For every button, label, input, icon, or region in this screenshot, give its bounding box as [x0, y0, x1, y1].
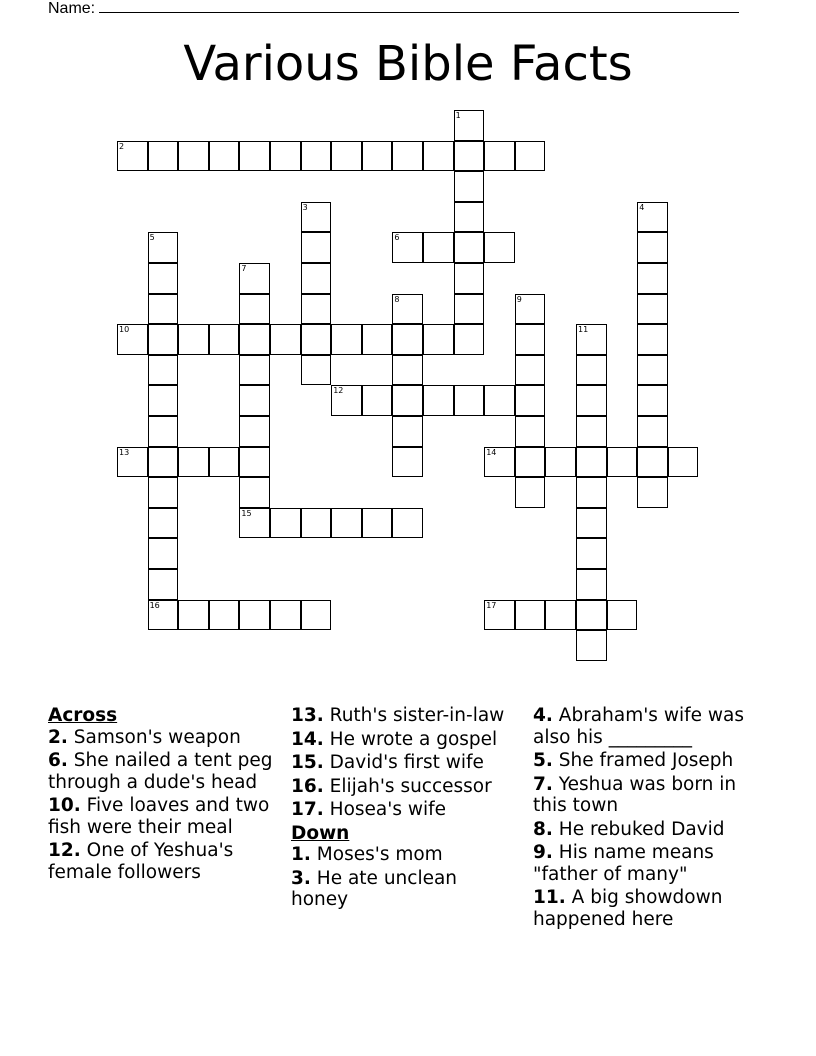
- grid-cell[interactable]: [301, 232, 332, 263]
- grid-cell[interactable]: [576, 416, 607, 447]
- cell-number: 11: [578, 325, 589, 335]
- cell-number: 4: [639, 202, 645, 212]
- clue-across-16: [291, 776, 516, 798]
- down-heading: Down: [291, 822, 350, 844]
- grid-cell[interactable]: [178, 324, 209, 355]
- clue-number: 16.: [291, 775, 324, 797]
- grid-cell[interactable]: [454, 324, 485, 355]
- grid-cell[interactable]: [117, 447, 148, 478]
- grid-cell[interactable]: [423, 232, 454, 263]
- clues-column-1: [48, 703, 273, 885]
- grid-cell[interactable]: [637, 232, 668, 263]
- grid-cell[interactable]: [331, 508, 362, 539]
- grid-cell[interactable]: [454, 171, 485, 202]
- clues-column-2: [291, 703, 516, 913]
- grid-cell[interactable]: [239, 447, 270, 478]
- cell-number: 14: [486, 447, 497, 457]
- grid-cell[interactable]: [637, 263, 668, 294]
- grid-cell[interactable]: [148, 294, 179, 325]
- cell-number: 2: [119, 141, 125, 151]
- grid-cell[interactable]: [270, 600, 301, 631]
- grid-cell[interactable]: [545, 447, 576, 478]
- clue-number: 15.: [291, 752, 324, 773]
- grid-cell[interactable]: [301, 324, 332, 355]
- clue-across-10: [48, 795, 273, 838]
- clue-number: 13.: [291, 705, 324, 726]
- grid-cell[interactable]: [392, 141, 423, 172]
- clue-text: David's first wife: [329, 752, 484, 773]
- grid-cell[interactable]: [239, 508, 270, 539]
- clue-down-11: [533, 887, 768, 930]
- clue-across-17: [291, 799, 516, 821]
- clue-text: Yeshua was born in this town: [533, 773, 737, 816]
- clue-down-9: [533, 842, 768, 885]
- cell-number: 12: [333, 386, 344, 396]
- clue-number: 14.: [291, 728, 324, 750]
- grid-cell[interactable]: [576, 324, 607, 355]
- grid-cell[interactable]: [148, 355, 179, 386]
- grid-cell[interactable]: [301, 355, 332, 386]
- clue-text: He rebuked David: [558, 818, 725, 840]
- grid-cell[interactable]: [239, 416, 270, 447]
- cell-number: 5: [149, 233, 155, 243]
- clue-across-12: [48, 840, 273, 883]
- grid-cell[interactable]: [209, 141, 240, 172]
- clue-number: 7.: [533, 773, 553, 795]
- grid-cell[interactable]: [484, 385, 515, 416]
- grid-cell[interactable]: [148, 600, 179, 631]
- grid-cell[interactable]: [545, 600, 576, 631]
- grid-cell[interactable]: [576, 600, 607, 631]
- grid-cell[interactable]: [148, 416, 179, 447]
- grid-cell[interactable]: [515, 385, 546, 416]
- clue-text: Elijah's successor: [329, 775, 492, 797]
- clue-number: 11.: [533, 887, 566, 908]
- grid-cell[interactable]: [301, 202, 332, 233]
- grid-cell[interactable]: [454, 141, 485, 172]
- grid-cell[interactable]: [484, 447, 515, 478]
- grid-cell[interactable]: [515, 416, 546, 447]
- grid-cell[interactable]: [576, 477, 607, 508]
- clue-number: 6.: [48, 750, 68, 771]
- grid-cell[interactable]: [148, 263, 179, 294]
- grid-cell[interactable]: [576, 508, 607, 539]
- clue-text: Hosea's wife: [329, 799, 447, 820]
- grid-cell[interactable]: [637, 355, 668, 386]
- grid-cell[interactable]: [515, 141, 546, 172]
- grid-cell[interactable]: [423, 141, 454, 172]
- grid-cell[interactable]: [392, 232, 423, 263]
- clue-text: Abraham's wife was also his _________: [533, 705, 744, 748]
- clue-across-15: [291, 752, 516, 774]
- clue-number: 12.: [48, 840, 81, 861]
- grid-cell[interactable]: [148, 477, 179, 508]
- cell-number: 1: [455, 111, 461, 120]
- grid-cell[interactable]: [239, 385, 270, 416]
- grid-cell[interactable]: [668, 447, 699, 478]
- clue-text: Five loaves and two fish were their meal: [48, 795, 270, 838]
- grid-cell[interactable]: [148, 538, 179, 569]
- grid-cell[interactable]: [301, 263, 332, 294]
- clue-number: 2.: [48, 726, 68, 748]
- grid-cell[interactable]: [362, 385, 393, 416]
- clue-number: 8.: [533, 818, 553, 840]
- name-label: Name:: [48, 0, 96, 17]
- clue-text: Samson's weapon: [73, 726, 241, 748]
- grid-cell[interactable]: [239, 324, 270, 355]
- grid-cell[interactable]: [209, 447, 240, 478]
- grid-cell[interactable]: [515, 477, 546, 508]
- clue-number: 9.: [533, 842, 553, 863]
- grid-cell[interactable]: [392, 385, 423, 416]
- grid-cell[interactable]: [515, 355, 546, 386]
- clue-down-5: [533, 750, 768, 772]
- grid-cell[interactable]: [637, 294, 668, 325]
- clue-number: 17.: [291, 799, 324, 820]
- grid-cell[interactable]: [423, 324, 454, 355]
- clue-number: 4.: [533, 705, 553, 726]
- grid-cell[interactable]: [484, 600, 515, 631]
- clue-text: He wrote a gospel: [329, 728, 498, 750]
- grid-cell[interactable]: [301, 508, 332, 539]
- grid-cell[interactable]: [454, 110, 485, 141]
- clue-down-3: [291, 868, 516, 911]
- clue-across-2: [48, 727, 273, 749]
- grid-cell[interactable]: [637, 202, 668, 233]
- clue-text: His name means "father of many": [533, 842, 714, 885]
- grid-cell[interactable]: [392, 508, 423, 539]
- grid-cell[interactable]: [576, 569, 607, 600]
- grid-cell[interactable]: [392, 324, 423, 355]
- clue-number: 5.: [533, 750, 553, 771]
- clue-text: A big showdown happened here: [533, 887, 723, 930]
- grid-cell[interactable]: [607, 447, 638, 478]
- cell-number: 3: [302, 202, 308, 212]
- grid-cell[interactable]: [331, 141, 362, 172]
- grid-cell[interactable]: [239, 355, 270, 386]
- cell-number: 17: [486, 600, 497, 610]
- grid-cell[interactable]: [392, 355, 423, 386]
- grid-cell[interactable]: [148, 232, 179, 263]
- grid-cell[interactable]: [148, 385, 179, 416]
- clue-text: Ruth's sister-in-law: [329, 705, 505, 726]
- grid-cell[interactable]: [239, 141, 270, 172]
- grid-cell[interactable]: [362, 324, 393, 355]
- clue-across-13: [291, 705, 516, 727]
- grid-cell[interactable]: [392, 294, 423, 325]
- clues-column-3: [533, 703, 768, 932]
- grid-cell[interactable]: [301, 294, 332, 325]
- grid-cell[interactable]: [239, 294, 270, 325]
- grid-cell[interactable]: [209, 600, 240, 631]
- name-underline[interactable]: [99, 0, 739, 13]
- clue-down-4: [533, 705, 768, 748]
- grid-cell[interactable]: [576, 538, 607, 569]
- cell-number: 7: [241, 264, 247, 273]
- grid-cell[interactable]: [423, 385, 454, 416]
- grid-cell[interactable]: [484, 141, 515, 172]
- across-heading: Across: [48, 705, 118, 726]
- grid-cell[interactable]: [301, 600, 332, 631]
- grid-cell[interactable]: [270, 141, 301, 172]
- grid-cell[interactable]: [454, 385, 485, 416]
- grid-cell[interactable]: [117, 324, 148, 355]
- grid-cell[interactable]: [239, 477, 270, 508]
- cell-number: 9: [516, 294, 522, 304]
- cell-number: 15: [241, 508, 252, 518]
- clue-text: He ate unclean honey: [291, 867, 458, 910]
- cell-number: 8: [394, 294, 400, 304]
- grid-cell[interactable]: [515, 294, 546, 325]
- clue-down-8: [533, 819, 768, 841]
- grid-cell[interactable]: [178, 447, 209, 478]
- grid-cell[interactable]: [178, 600, 209, 631]
- grid-cell[interactable]: [637, 385, 668, 416]
- cell-number: 16: [149, 600, 160, 610]
- grid-cell[interactable]: [148, 508, 179, 539]
- grid-cell[interactable]: [178, 141, 209, 172]
- name-field[interactable]: [48, 0, 739, 18]
- grid-cell[interactable]: [362, 141, 393, 172]
- grid-cell[interactable]: [484, 232, 515, 263]
- grid-cell[interactable]: [454, 202, 485, 233]
- grid-cell[interactable]: [270, 508, 301, 539]
- grid-cell[interactable]: [148, 447, 179, 478]
- grid-cell[interactable]: [515, 600, 546, 631]
- clue-across-6: [48, 750, 273, 793]
- grid-cell[interactable]: [239, 600, 270, 631]
- clue-down-7: [533, 774, 768, 817]
- clue-number: 3.: [291, 867, 311, 889]
- grid-cell[interactable]: [209, 324, 240, 355]
- clue-number: 1.: [291, 844, 311, 865]
- cell-number: 10: [119, 325, 130, 335]
- grid-cell[interactable]: [148, 141, 179, 172]
- grid-cell[interactable]: [331, 324, 362, 355]
- grid-cell[interactable]: [637, 416, 668, 447]
- grid-cell[interactable]: [392, 416, 423, 447]
- grid-cell[interactable]: [454, 263, 485, 294]
- grid-cell[interactable]: [515, 447, 546, 478]
- clue-number: 10.: [48, 795, 81, 816]
- clue-text: She nailed a tent peg through a dude's head: [48, 750, 273, 793]
- grid-cell[interactable]: [576, 447, 607, 478]
- grid-cell[interactable]: [576, 630, 607, 661]
- clue-down-1: [291, 844, 516, 866]
- grid-cell[interactable]: [117, 141, 148, 172]
- grid-cell[interactable]: [362, 508, 393, 539]
- grid-cell[interactable]: [454, 232, 485, 263]
- grid-cell[interactable]: [331, 385, 362, 416]
- cell-number: 6: [394, 233, 400, 243]
- grid-cell[interactable]: [576, 355, 607, 386]
- grid-cell[interactable]: [637, 477, 668, 508]
- grid-cell[interactable]: [454, 294, 485, 325]
- cell-number: 13: [119, 447, 130, 457]
- grid-cell[interactable]: [301, 141, 332, 172]
- grid-cell[interactable]: [392, 447, 423, 478]
- clue-text: Moses's mom: [316, 844, 443, 865]
- grid-cell[interactable]: [270, 324, 301, 355]
- grid-cell[interactable]: [576, 385, 607, 416]
- grid-cell[interactable]: [239, 263, 270, 294]
- grid-cell[interactable]: [637, 447, 668, 478]
- clue-text: One of Yeshua's female followers: [48, 840, 234, 883]
- clue-across-14: [291, 729, 516, 751]
- grid-cell[interactable]: [515, 324, 546, 355]
- grid-cell[interactable]: [637, 324, 668, 355]
- grid-cell[interactable]: [148, 569, 179, 600]
- puzzle-title: Various Bible Facts: [183, 36, 633, 92]
- grid-cell[interactable]: [148, 324, 179, 355]
- grid-cell[interactable]: [607, 600, 638, 631]
- clue-text: She framed Joseph: [558, 750, 734, 771]
